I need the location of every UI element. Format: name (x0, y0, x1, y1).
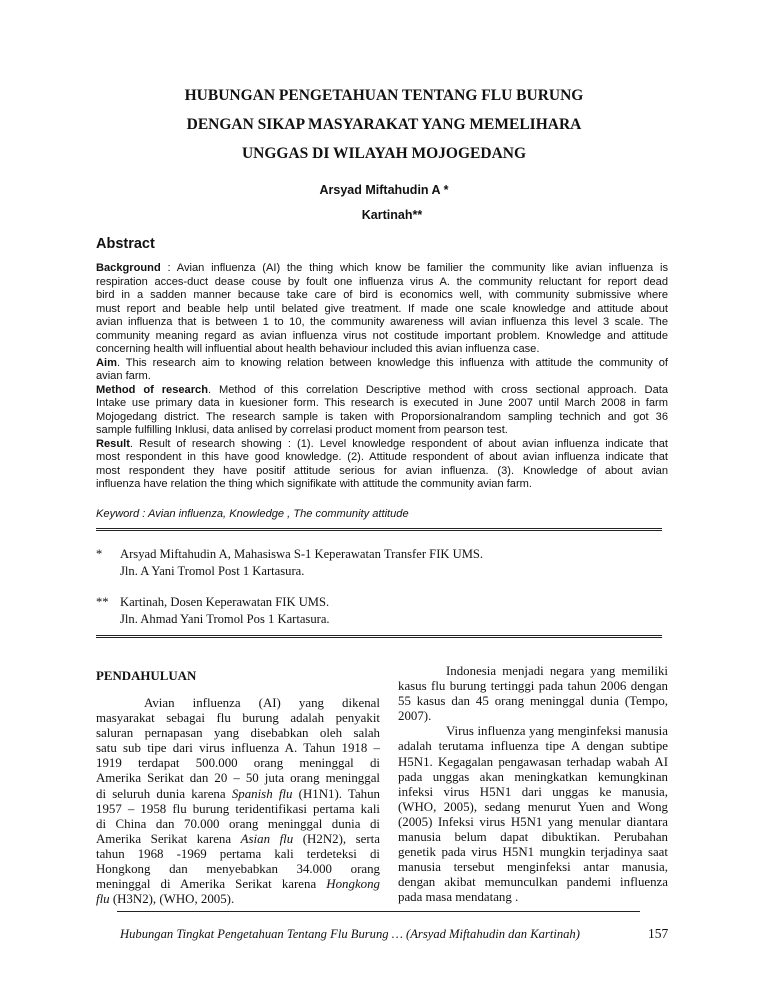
text-line (96, 756, 380, 771)
text-run: influenza have relation the thing which signifikate with attitude the community avian farm. (96, 478, 532, 490)
keywords: Keyword : Avian influenza, Knowledge , The community attitude (96, 508, 409, 520)
text-run: avian influenza that is between 1 to 10, the community awareness will avian influenza this level 3 scale. The (96, 316, 668, 328)
text-line (96, 465, 668, 479)
text-run: respiration acces-duct dease couse by foult one influenza virus A. the community reluctant for report dead (96, 275, 668, 288)
text-run: Intake use primary data in kuesioner form. This research is executed in June 2007 until March 2008 in farm (96, 397, 668, 409)
text-line (96, 438, 668, 452)
text-line (96, 330, 668, 344)
text-line (398, 709, 668, 724)
footnote-mark: * (96, 547, 103, 561)
text-line (398, 890, 668, 905)
italic-term: Asian flu (240, 831, 294, 846)
text-line (96, 316, 668, 330)
text-run: must report and beable help until belated give treatment. If made one scale knowledge and attitude about (96, 302, 668, 315)
footnote-1 (96, 546, 666, 580)
text-line (96, 892, 380, 907)
text-line (96, 411, 668, 425)
text-run: 1919 terdapat 500.000 orang meninggal di (96, 756, 380, 771)
author-1: Arsyad Miftahudin A * (319, 183, 449, 197)
text-line (398, 679, 668, 694)
footer-rule (117, 911, 640, 912)
author-2: Kartinah** (361, 208, 423, 222)
text-run: Mojogedang district. The research sample is taken with Proporsionalrandom sampling technich and got 36 (96, 410, 668, 423)
text-run: meninggal di Amerika Serikat karena (96, 877, 327, 892)
text-line (96, 877, 380, 892)
footnote-text: Jln. Ahmad Yani Tromol Pos 1 Kartasura. (120, 612, 330, 626)
text-run: sample fulfilling Inklusi, data anlised by correlasi product moment from pearson test. (96, 424, 508, 436)
text-line (398, 694, 668, 709)
text-line (96, 478, 668, 492)
bold-label: Method of research (96, 383, 208, 396)
text-run: Avian influenza (AI) yang dikenal (144, 696, 380, 710)
paper-title-line-3: UNGGAS DI WILAYAH MOJOGEDANG (241, 145, 527, 162)
text-line (96, 451, 668, 465)
text-run: . Result of research showing : (1). Level knowledge respondent of about avian influenza indicate that (129, 437, 668, 450)
text-run: Virus influenza yang menginfeksi manusia (446, 724, 668, 739)
text-run: Amerika Serikat dan 20 – 50 juta orang meninggal (96, 771, 380, 786)
text-line (398, 755, 668, 770)
text-run: 1957 – 1958 flu burung teridentifikasi pertama kali (96, 801, 380, 816)
text-run: genetik pada virus H5N1 mungkin terjadinya saat (398, 845, 668, 860)
text-line (96, 817, 380, 832)
text-line (96, 343, 668, 357)
footnote-text: Arsyad Miftahudin A, Mahasiswa S-1 Keperawatan Transfer FIK UMS. (120, 547, 484, 561)
text-run: tahun 1968 -1969 pertama kali terdeteksi di (96, 846, 380, 861)
text-line (398, 724, 668, 739)
text-line (96, 847, 380, 862)
text-line (96, 397, 668, 411)
text-run: most respondent in this have good knowledge. (2). Attitude respondent of about avian influenza indicate that (96, 451, 668, 463)
text-run: bird in a sadden manner because take care of bird is economics well, with community submissive where (96, 289, 668, 301)
text-line (96, 276, 668, 290)
text-run: saluran pernapasan yang disebabkan oleh salah (96, 726, 380, 741)
text-run: pada masa mendatang . (398, 890, 519, 905)
text-line (398, 845, 668, 860)
text-line (398, 664, 668, 679)
text-run: satu sub tipe dari virus influenza A. Tahun 1918 – (96, 741, 380, 756)
text-line (96, 802, 380, 817)
text-run: 2007). (398, 709, 432, 724)
text-run: community meaning regard as avian influenza virus not costitude important problem. Knowledge and attitude (96, 329, 668, 342)
text-run: Indonesia menjadi negara yang memiliki (446, 664, 668, 678)
footnote-mark: ** (96, 595, 109, 609)
text-run: manusia tersebut menginfeksi antar manusia, (398, 860, 668, 875)
italic-term: flu (96, 892, 110, 907)
text-line (96, 370, 668, 384)
bold-label: Result (96, 437, 130, 450)
text-run: di seluruh dunia karena (96, 786, 232, 801)
footnote-text: Jln. A Yani Tromol Post 1 Kartasura. (120, 564, 305, 578)
text-run: . This research aim to knowing relation between knowledge this influenza with attitude the community of (116, 356, 668, 369)
right-column-text (398, 664, 668, 906)
text-run: (H3N2), (WHO, 2005). (109, 892, 235, 907)
text-run: (2005) Infeksi virus H5N1 yang menular diantara (398, 814, 668, 829)
running-footer: Hubungan Tingkat Pengetahuan Tentang Flu Burung … (Arsyad Miftahudin dan Kartinah) (120, 927, 580, 941)
text-line (398, 830, 668, 845)
text-line (398, 860, 668, 875)
text-run: (H1N1). Tahun (292, 786, 380, 801)
text-line (96, 832, 380, 847)
abstract-body (96, 262, 668, 492)
footnote-2 (96, 594, 666, 628)
text-line (96, 303, 668, 317)
text-run: . Method of this correlation Descriptive method with cross sectional approach. Data (207, 383, 668, 396)
text-line (96, 711, 380, 726)
text-line (398, 815, 668, 830)
text-run: pada unggas akan meningkatkan kemungkinan (398, 769, 668, 784)
text-line (96, 262, 668, 276)
text-run: (WHO, 2005), sedang menurut Yuen and Wong (398, 799, 668, 814)
text-run: masyarakat sebagai flu burung adalah penyakit (96, 711, 380, 726)
double-rule-divider (96, 528, 662, 531)
text-run: H5N1. Kegagalan pengawasan terhadap wabah AI (398, 754, 668, 769)
text-line (96, 289, 668, 303)
italic-term: Hongkong (326, 877, 380, 892)
text-line (96, 357, 668, 371)
text-run: (H2N2), serta (293, 831, 380, 846)
text-run: kasus flu burung tertinggi pada tahun 2006 dengan (398, 679, 668, 694)
text-run: infeksi virus H5N1 dari unggas ke manusia, (398, 784, 668, 799)
text-line (398, 800, 668, 815)
text-run: di China dan 70.000 orang meninggal dunia di (96, 816, 380, 831)
page-number: 157 (648, 926, 669, 941)
paper-title-line-1: HUBUNGAN PENGETAHUAN TENTANG FLU BURUNG (184, 87, 584, 104)
text-line (96, 696, 380, 711)
text-line (96, 741, 380, 756)
text-line (96, 424, 668, 438)
italic-term: Spanish flu (231, 786, 293, 801)
text-run: 55 kasus dan 45 orang meninggal dunia (Tempo, (398, 694, 668, 709)
text-run: : Avian influenza (AI) the thing which know be familier the community like avian influenza is (160, 262, 668, 274)
double-rule-divider (96, 635, 662, 638)
text-run: Amerika Serikat karena (96, 831, 241, 846)
abstract-heading: Abstract (96, 236, 155, 252)
text-line (398, 770, 668, 785)
text-run: avian farm. (96, 370, 151, 382)
bold-label: Background (96, 262, 161, 274)
text-line (96, 384, 668, 398)
text-run: Hongkong dan menyebabkan 34.000 orang (96, 862, 380, 877)
paper-title-line-2: DENGAN SIKAP MASYARAKAT YANG MEMELIHARA (186, 116, 582, 133)
footnote-text: Kartinah, Dosen Keperawatan FIK UMS. (120, 595, 330, 609)
text-run: dengan akibat memunculkan pandemi influenza (398, 875, 668, 890)
bold-label: Aim (96, 356, 117, 369)
text-line (398, 739, 668, 754)
text-line (96, 771, 380, 786)
text-run: most respondent they have positif attitude serious for avian influenza. (3). Knowledge of about avian (96, 464, 668, 477)
text-run: manusia belum dapat dibuktikan. Perubahan (398, 830, 668, 845)
text-line (398, 785, 668, 800)
text-run: adalah terutama influenza tipe A dengan subtipe (398, 739, 668, 754)
text-line (398, 875, 668, 890)
left-column-text (96, 696, 380, 907)
section-heading: PENDAHULUAN (96, 669, 197, 683)
text-line (96, 787, 380, 802)
text-line (96, 726, 380, 741)
text-line (96, 862, 380, 877)
text-run: concerning health will influential about health behaviour included this avian influenza case. (96, 343, 540, 355)
